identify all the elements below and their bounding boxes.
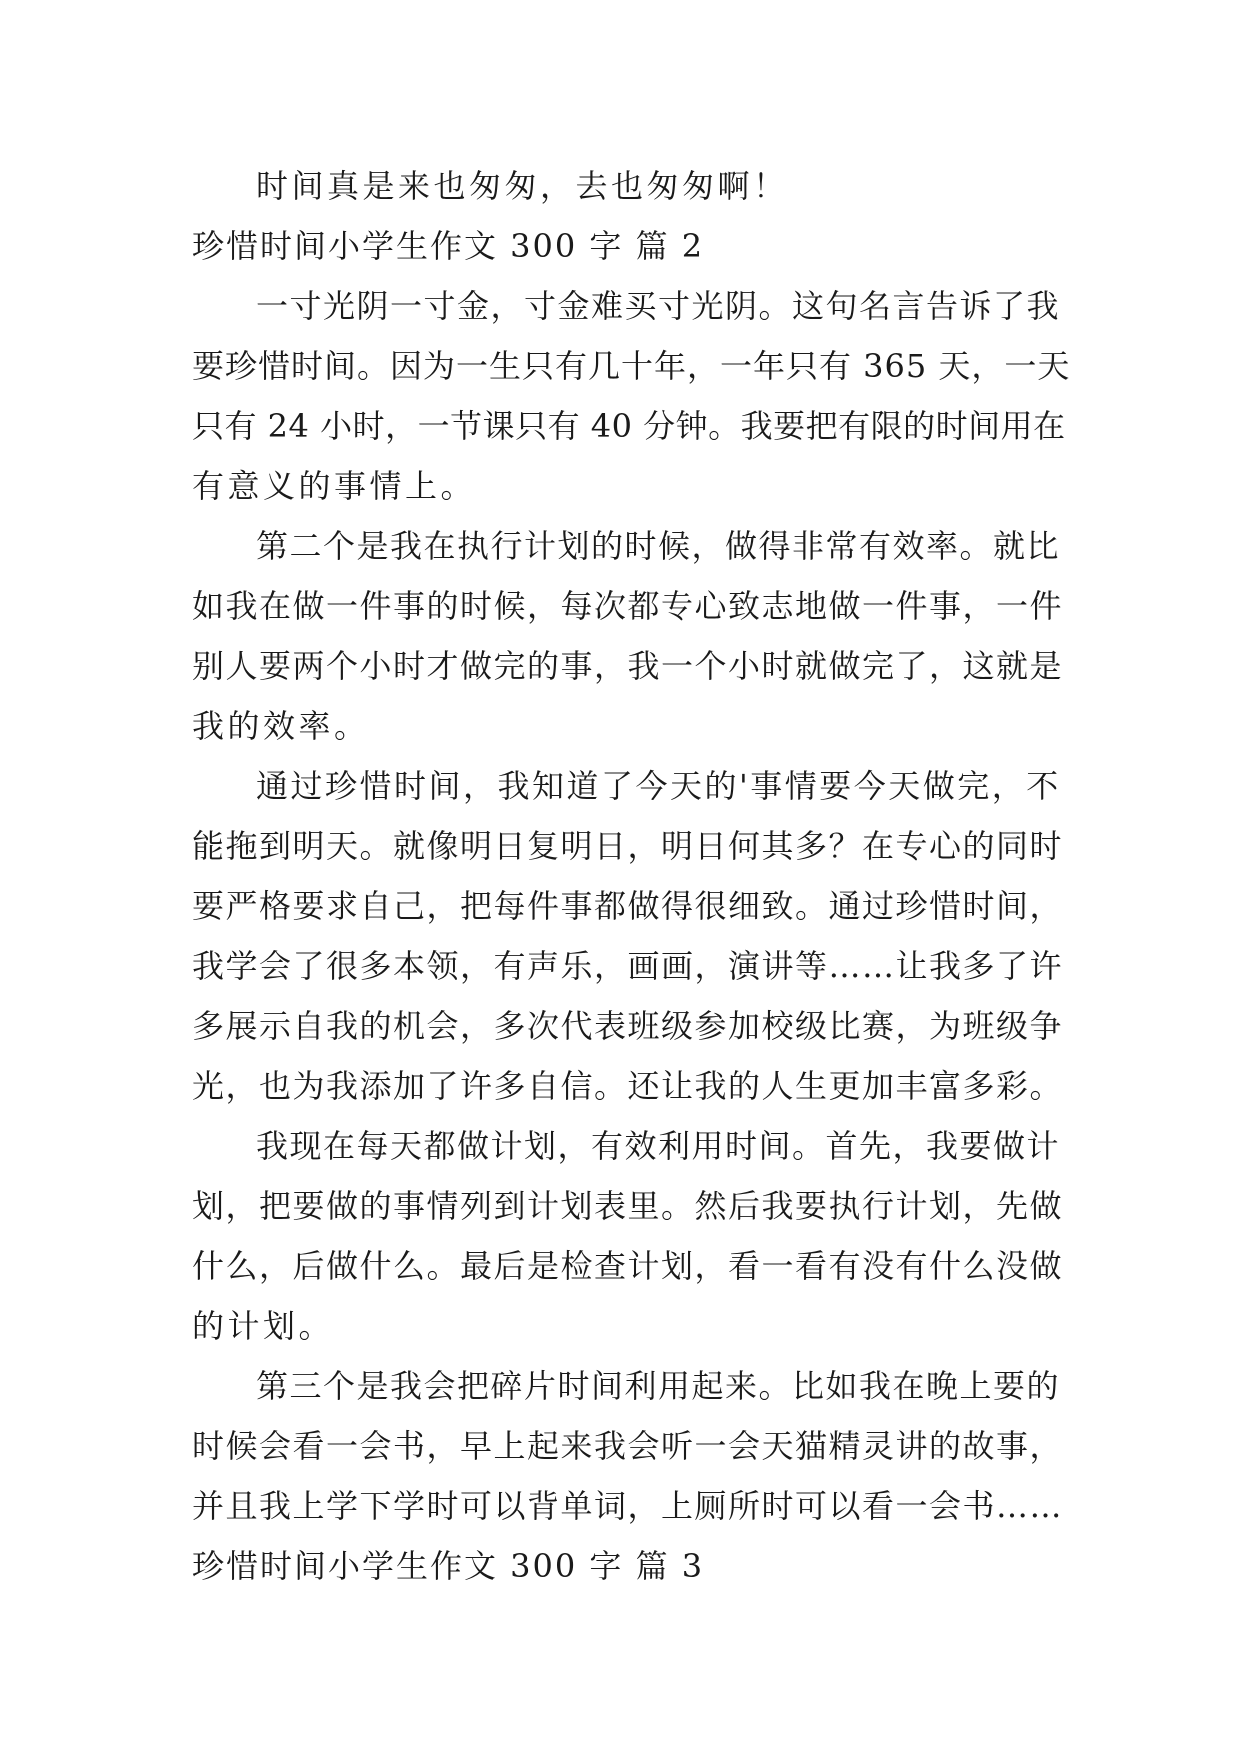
- paragraph-line: 我现在每天都做计划，有效利用时间。首先，我要做计: [256, 1127, 1061, 1165]
- paragraph-line: 第三个是我会把碎片时间利用起来。比如我在晚上要的: [256, 1367, 1061, 1405]
- paragraph-line: 有意义的事情上。: [192, 467, 477, 505]
- paragraph-line: 一寸光阴一寸金，寸金难买寸光阴。这句名言告诉了我: [256, 287, 1061, 325]
- paragraph-line: 光，也为我添加了许多自信。还让我的人生更加丰富多彩。: [192, 1067, 1064, 1105]
- paragraph-line: 我的效率。: [192, 707, 370, 745]
- paragraph-line: 要严格要求自己，把每件事都做得很细致。通过珍惜时间，: [192, 887, 1064, 925]
- section-heading-3: 珍惜时间小学生作文 300 字 篇 3: [192, 1547, 705, 1585]
- section-heading-2: 珍惜时间小学生作文 300 字 篇 2: [192, 227, 705, 265]
- paragraph-line: 划，把要做的事情列到计划表里。然后我要执行计划，先做: [192, 1187, 1064, 1225]
- paragraph-line: 的计划。: [192, 1307, 335, 1345]
- paragraph-line: 只有 24 小时，一节课只有 40 分钟。我要把有限的时间用在: [192, 407, 1066, 445]
- paragraph-line: 并且我上学下学时可以背单词，上厕所时可以看一会书……: [192, 1487, 1064, 1525]
- paragraph-line: 多展示自我的机会，多次代表班级参加校级比赛，为班级争: [192, 1007, 1064, 1045]
- paragraph-line: 我学会了很多本领，有声乐，画画，演讲等……让我多了许: [192, 947, 1064, 985]
- paragraph-line: 什么，后做什么。最后是检查计划，看一看有没有什么没做: [192, 1247, 1064, 1285]
- paragraph-line: 如我在做一件事的时候，每次都专心致志地做一件事，一件: [192, 587, 1064, 625]
- paragraph-line: 时候会看一会书，早上起来我会听一会天猫精灵讲的故事，: [192, 1427, 1064, 1465]
- paragraph-line: 别人要两个小时才做完的事，我一个小时就做完了，这就是: [192, 647, 1064, 685]
- paragraph-line: 能拖到明天。就像明日复明日，明日何其多？在专心的同时: [192, 827, 1064, 865]
- paragraph-line: 时间真是来也匆匆，去也匆匆啊！: [256, 167, 789, 205]
- paragraph-line: 第二个是我在执行计划的时候，做得非常有效率。就比: [256, 527, 1061, 565]
- paragraph-line: 要珍惜时间。因为一生只有几十年，一年只有 365 天，一天: [192, 347, 1071, 385]
- paragraph-line: 通过珍惜时间，我知道了今天的'事情要今天做完，不: [256, 767, 1061, 805]
